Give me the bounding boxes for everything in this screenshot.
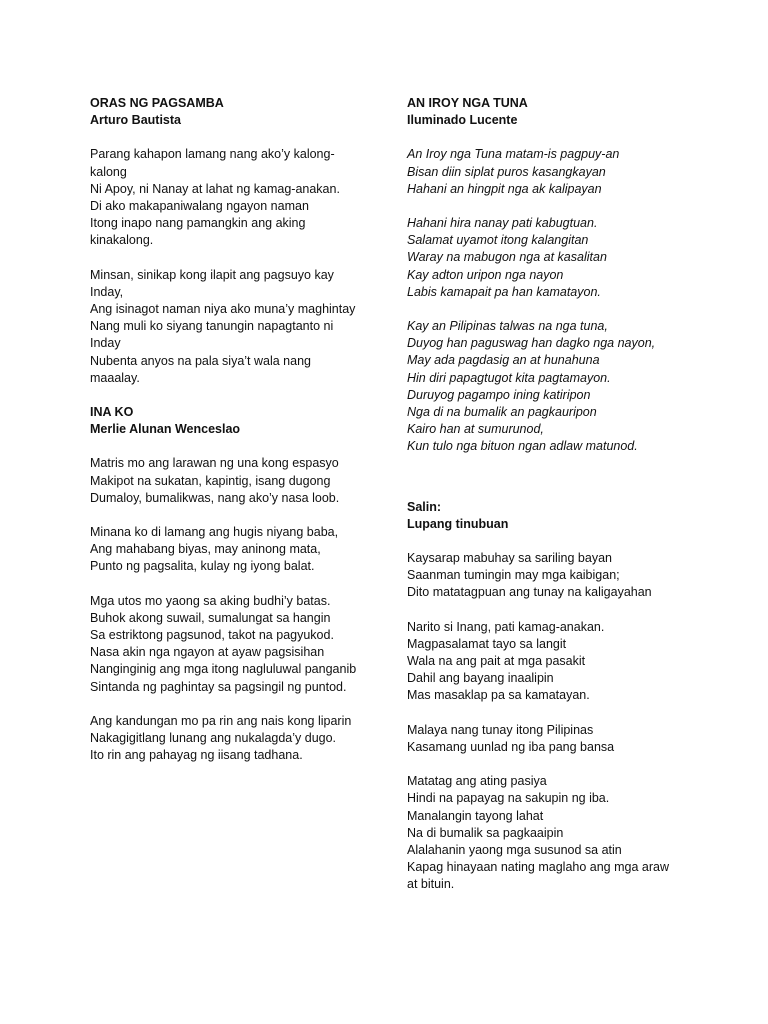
poem-line: Hindi na papayag na sakupin ng iba. bbox=[407, 791, 610, 806]
poem-title: AN IROY NGA TUNA bbox=[407, 96, 528, 110]
poem-line: Mas masaklap pa sa kamatayan. bbox=[407, 688, 590, 703]
poem-line: Ang isinagot naman niya ako muna’y maghintay bbox=[90, 302, 356, 317]
poem-line: Ang kandungan mo pa rin ang nais kong liparin bbox=[90, 713, 352, 728]
poem-line: Nanginginig ang mga itong nagluluwal panganib bbox=[90, 662, 357, 677]
stanza bbox=[407, 318, 697, 456]
poem-line: Saanman tumingin may mga kaibigan; bbox=[407, 568, 620, 583]
poem-line: Malaya nang tunay itong Pilipinas bbox=[407, 722, 594, 737]
poem-line: Makipot na sukatan, kapintig, isang dugong bbox=[90, 473, 331, 488]
poem-line: Ito rin ang pahayag ng iisang tadhana. bbox=[90, 748, 303, 763]
poem-line: Kun tulo nga bituon ngan adlaw matunod. bbox=[407, 439, 638, 454]
poem-line: Minsan, sinikap kong ilapit ang pagsuyo kay bbox=[90, 267, 334, 282]
poem-line: Na di bumalik sa pagkaaipin bbox=[407, 825, 564, 840]
stanza bbox=[90, 593, 380, 696]
poem-line: Nang muli ko siyang tanungin napagtanto ni bbox=[90, 319, 334, 334]
poem-line: Kapag hinayaan nating maglaho ang mga araw bbox=[407, 860, 669, 875]
poem-title: INA KO bbox=[90, 405, 134, 420]
poem-line: Hahani an hingpit nga ak kalipayan bbox=[407, 181, 602, 196]
stanza bbox=[407, 550, 697, 602]
poem-line: Dahil ang bayang inaalipin bbox=[407, 671, 554, 686]
poem-line: Itong inapo nang pamangkin ang aking bbox=[90, 216, 306, 231]
poem-line: Dito matatagpuan ang tunay na kaligayahan bbox=[407, 585, 652, 600]
poem-line: Dumaloy, bumalikwas, nang ako’y nasa loob. bbox=[90, 490, 340, 505]
poem-line: Sintanda ng paghintay sa pagsingil ng puntod. bbox=[90, 679, 347, 694]
stanza bbox=[90, 146, 380, 249]
poem-line: kinakalong. bbox=[90, 233, 154, 248]
poem-line: Alalahanin yaong mga susunod sa atin bbox=[407, 842, 622, 857]
stanza bbox=[90, 455, 380, 507]
translation-title: Lupang tinubuan bbox=[407, 516, 509, 531]
poem-line: Wala na ang pait at mga pasakit bbox=[407, 654, 586, 669]
poem-header bbox=[407, 95, 697, 129]
poem-line: Kaysarap mabuhay sa sariling bayan bbox=[407, 551, 612, 566]
poem-author: Merlie Alunan Wenceslao bbox=[90, 422, 241, 437]
poem-line: Sa estriktong pagsunod, takot na pagyukod. bbox=[90, 628, 334, 643]
poem-line: Mga utos mo yaong sa aking budhi’y batas. bbox=[90, 593, 331, 608]
poem-line: Punto ng pagsalita, kulay ng iyong balat. bbox=[90, 559, 315, 574]
poem-line: Kasamang uunlad ng iba pang bansa bbox=[407, 739, 615, 754]
poem-line: Inday bbox=[90, 336, 121, 351]
translation-label: Salin: bbox=[407, 499, 442, 514]
poem-line: Inday, bbox=[90, 284, 124, 299]
stanza bbox=[407, 146, 697, 198]
poem-line: Nakagigitlang lunang ang nukalagda’y dugo. bbox=[90, 731, 337, 746]
stanza bbox=[90, 713, 380, 765]
stanza bbox=[407, 215, 697, 301]
poem-line: Waray na mabugon nga at kasalitan bbox=[407, 250, 607, 265]
right-column bbox=[407, 95, 697, 911]
poem-line: An Iroy nga Tuna matam-is pagpuy-an bbox=[407, 147, 620, 162]
stanza bbox=[407, 773, 697, 893]
stanza bbox=[90, 524, 380, 576]
poem-header bbox=[90, 95, 380, 129]
poem-line: Duruyog pagampo ining katiripon bbox=[407, 387, 591, 402]
poem-line: Minana ko di lamang ang hugis niyang baba, bbox=[90, 525, 339, 540]
poem-line: Matris mo ang larawan ng una kong espasyo bbox=[90, 456, 339, 471]
poem-line: May ada pagdasig an at hunahuna bbox=[407, 353, 600, 368]
poem-header bbox=[90, 404, 380, 438]
poem-line: Di ako makapaniwalang ngayon naman bbox=[90, 199, 309, 214]
poem-line: Narito si Inang, pati kamag-anakan. bbox=[407, 619, 605, 634]
poem-line: Hahani hira nanay pati kabugtuan. bbox=[407, 216, 598, 231]
stanza bbox=[90, 267, 380, 387]
poem-line: Nubenta anyos na pala siya’t wala nang bbox=[90, 353, 311, 368]
poem-line: Nasa akin nga ngayon at ayaw pagsisihan bbox=[90, 645, 325, 660]
stanza bbox=[407, 722, 697, 756]
poem-line: Matatag ang ating pasiya bbox=[407, 774, 547, 789]
poem-line: Kairo han at sumurunod, bbox=[407, 422, 544, 437]
poem-line: Kay an Pilipinas talwas na nga tuna, bbox=[407, 319, 608, 334]
spacer bbox=[407, 473, 697, 499]
poem-line: Ang mahabang biyas, may aninong mata, bbox=[90, 542, 321, 557]
poem-line: Magpasalamat tayo sa langit bbox=[407, 636, 567, 651]
left-column bbox=[90, 95, 380, 782]
translation-header bbox=[407, 499, 697, 533]
poem-line: Hin diri papagtugot kita pagtamayon. bbox=[407, 370, 611, 385]
poem-line: kalong bbox=[90, 164, 127, 179]
poem-author: Arturo Bautista bbox=[90, 113, 181, 128]
poem-title: ORAS NG PAGSAMBA bbox=[90, 96, 224, 110]
poem-line: Labis kamapait pa han kamatayon. bbox=[407, 284, 601, 299]
poem-line: Duyog han paguswag han dagko nga nayon, bbox=[407, 336, 656, 351]
poem-line: Bisan diin siplat puros kasangkayan bbox=[407, 164, 606, 179]
stanza bbox=[407, 619, 697, 705]
poem-line: Manalangin tayong lahat bbox=[407, 808, 544, 823]
poem-line: Nga di na bumalik an pagkauripon bbox=[407, 405, 597, 420]
poem-line: Parang kahapon lamang nang ako’y kalong- bbox=[90, 147, 335, 162]
poem-line: Ni Apoy, ni Nanay at lahat ng kamag-anakan. bbox=[90, 181, 340, 196]
poem-line: at bituin. bbox=[407, 877, 455, 892]
poem-line: Kay adton uripon nga nayon bbox=[407, 267, 564, 282]
poem-author: Iluminado Lucente bbox=[407, 113, 518, 128]
poem-line: maaalay. bbox=[90, 370, 140, 385]
poem-line: Buhok akong suwail, sumalungat sa hangin bbox=[90, 610, 331, 625]
poem-line: Salamat uyamot itong kalangitan bbox=[407, 233, 589, 248]
